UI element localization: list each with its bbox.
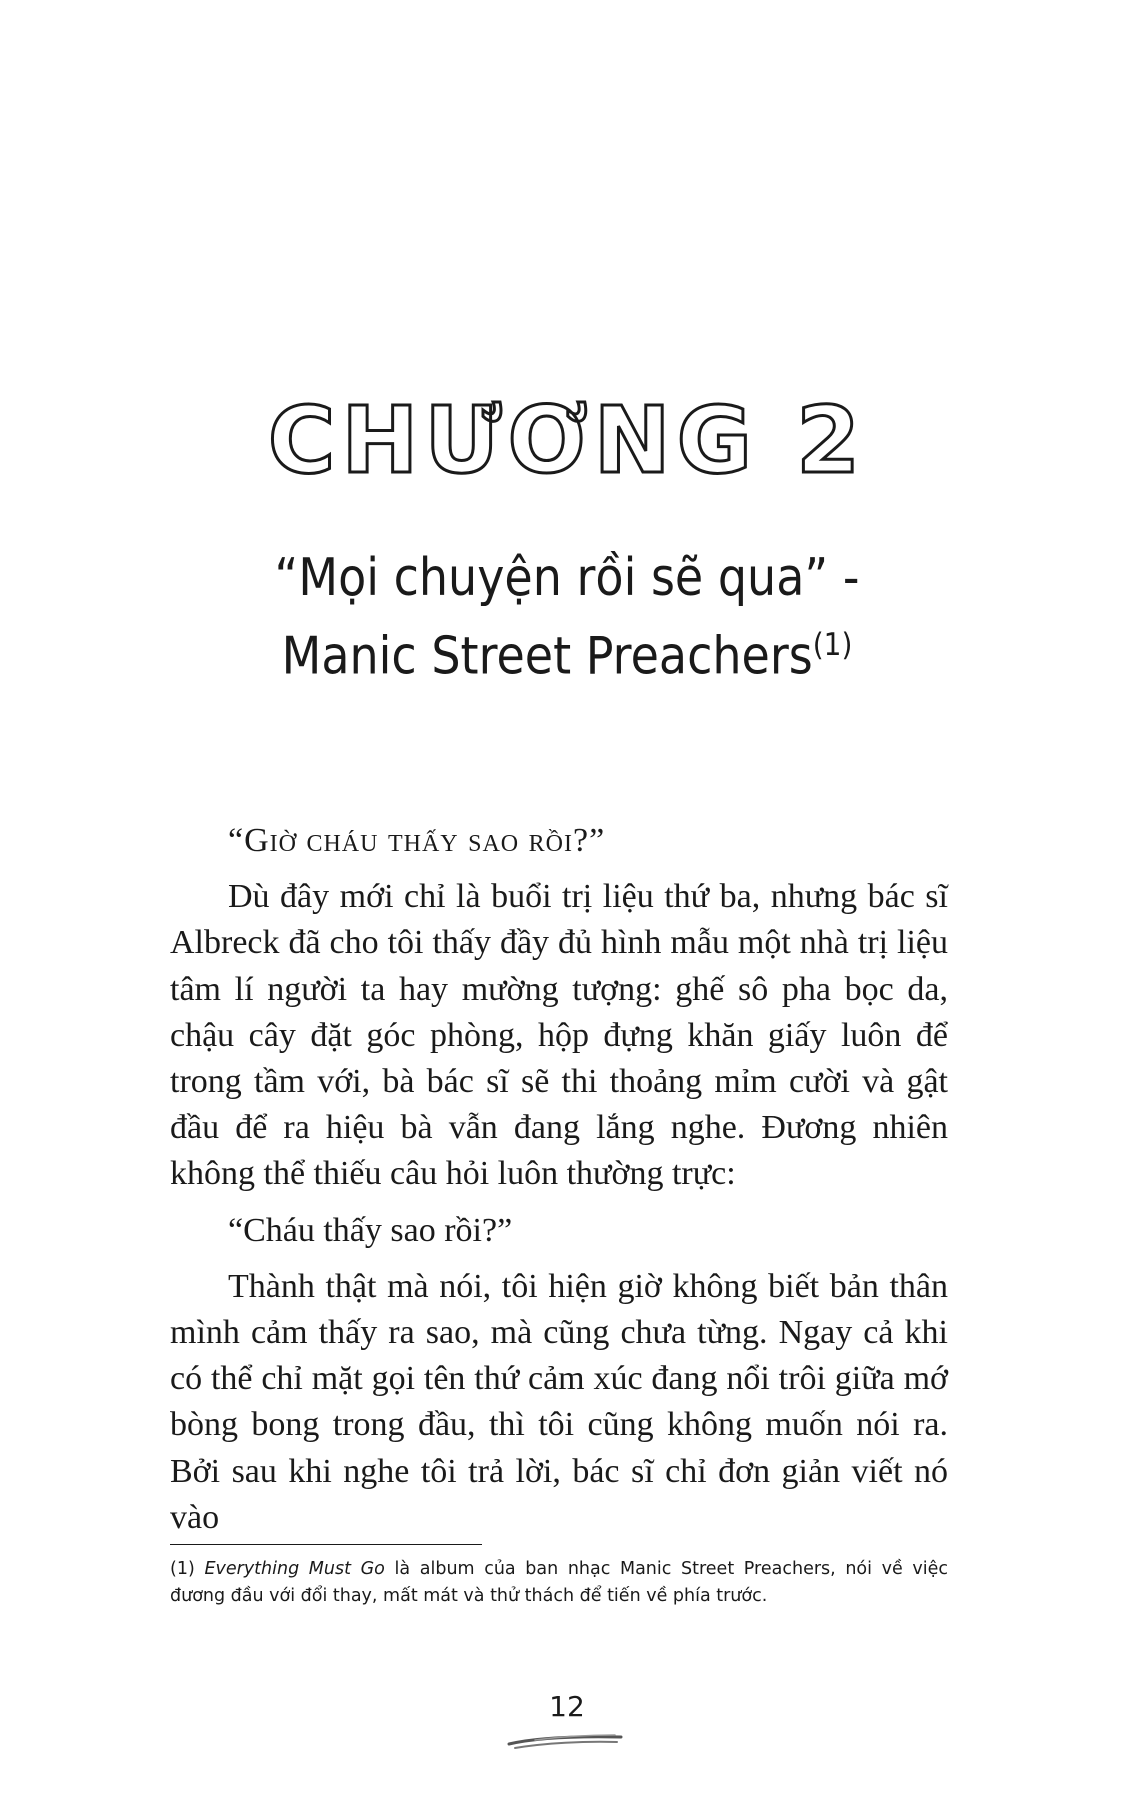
page-number: 12 — [549, 1690, 585, 1723]
paragraph: “Cháu thấy sao rồi?” — [228, 1211, 513, 1249]
paragraph: “Giờ cháu thấy sao rồi?” — [228, 822, 606, 859]
paragraph: Dù đây mới chỉ là buổi trị liệu thứ ba, nhưng bác sĩ Albreck đã cho tôi thấy đầy đủ hình mẫu một nhà trị liệu tâm lí người ta hay mường tượng: ghế sô pha bọc da, chậu cây đặt góc phòng, hộp đựng khăn giấy luôn để trong tầm với, bà bác sĩ sẽ thi thoảng mỉm cười và gật đầu để ra hiệu bà vẫn đang lắng nghe. Đương nhiên không thể thiếu câu hỏi luôn thường trực: — [170, 878, 948, 1193]
chapter-subtitle-line-1: “Mọi chuyện rồi sẽ qua” - — [274, 546, 860, 608]
footnote-album-title: Everything Must Go — [204, 1559, 385, 1579]
chapter-heading: CHƯƠNG 2 — [267, 387, 867, 494]
footnote — [170, 1556, 948, 1610]
body-text — [170, 818, 948, 1551]
chapter-subtitle-band-name: Manic Street Preachers — [281, 625, 813, 686]
chapter-subtitle-line-2 — [0, 616, 1134, 694]
footnote-reference: (1) — [812, 626, 853, 664]
paragraph: Thành thật mà nói, tôi hiện giờ không biết bản thân mình cảm thấy ra sao, mà cũng chưa từng. Ngay cả khi có thể chỉ mặt gọi tên thứ cảm xúc đang nổi trôi giữa mớ bòng bong trong đầu, thì tôi cũng không muốn nói ra. Bởi sau khi nghe tôi trả lời, bác sĩ chỉ đơn giản viết nó vào — [170, 1267, 948, 1536]
footnote-divider — [170, 1544, 482, 1545]
chapter-subtitle — [0, 538, 1134, 695]
footnote-marker: (1) — [170, 1559, 195, 1579]
page-number-underline-swoosh — [505, 1730, 625, 1752]
footnote-text: là album của ban nhạc Manic Street Preachers, nói về việc đương đầu với đổi thay, mất mát và thử thách để tiến về phía trước. — [170, 1559, 948, 1606]
